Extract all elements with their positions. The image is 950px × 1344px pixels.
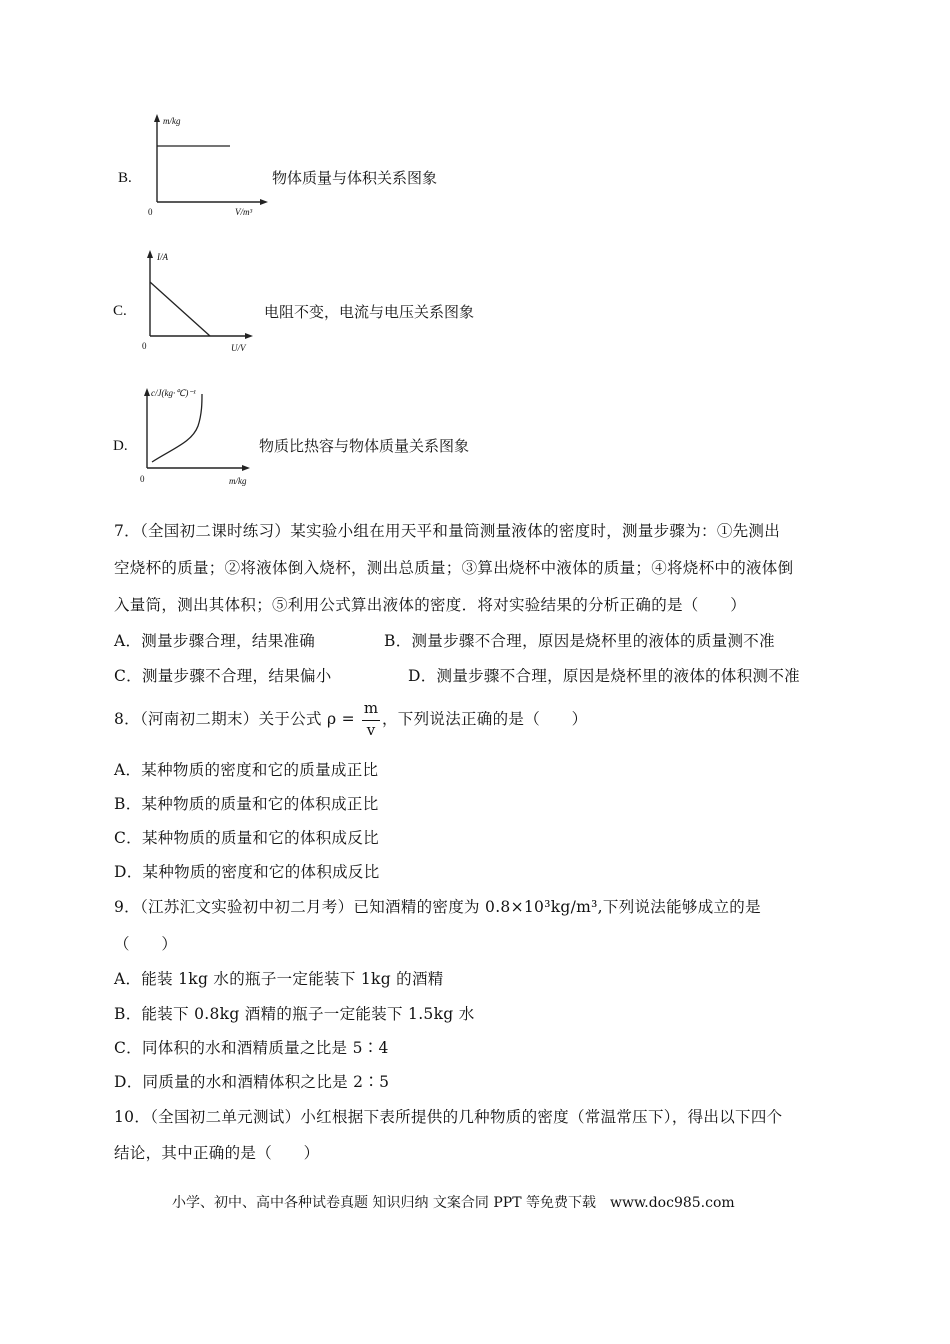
graph-c-caption: 电阻不变，电流与电压关系图象: [264, 303, 475, 321]
graph-b-y-label: m/kg: [163, 116, 181, 126]
graph-d-origin: 0: [140, 474, 145, 484]
graph-d-option-letter: D.: [113, 438, 128, 454]
q8-stem-after: ，下列说法正确的是（ ）: [382, 710, 588, 728]
q9-option-a: A．能装 1kg 水的瓶子一定能装下 1kg 的酒精: [114, 970, 444, 988]
graph-b-caption: 物体质量与体积关系图象: [272, 169, 438, 187]
graph-d-axes: [134, 386, 274, 476]
graph-d-y-label: c/J(kg·℃)⁻¹: [151, 388, 196, 398]
graph-c-origin: 0: [142, 341, 147, 351]
graph-c-x-label: U/V: [231, 343, 246, 353]
q8-stem-before: 8．（河南初二期末）关于公式 ρ =: [114, 710, 355, 728]
q7-line-1: 7．（全国初二课时练习）某实验小组在用天平和量筒测量液体的密度时，测量步骤为：①先测出: [114, 522, 781, 540]
q8-fraction-numerator: m: [363, 699, 379, 717]
q7-line-3: 入量筒，测出其体积；⑤利用公式算出液体的密度．将对实验结果的分析正确的是（ ）: [114, 596, 747, 614]
q10-line-2: 结论，其中正确的是（ ）: [114, 1144, 320, 1162]
q7-option-c: C．测量步骤不合理，结果偏小: [114, 667, 332, 685]
q9-line-2: （ ）: [114, 935, 178, 953]
graph-b-option-letter: B.: [118, 170, 132, 186]
q8-fraction-denominator: v: [366, 721, 376, 739]
q8-option-d: D．某种物质的密度和它的体积成反比: [114, 863, 380, 881]
q10-line-1: 10．（全国初二单元测试）小红根据下表所提供的几种物质的密度（常温常压下），得出以下四个: [114, 1108, 783, 1126]
graph-b-axes: [140, 112, 280, 222]
q9-option-d: D．同质量的水和酒精体积之比是 2∶5: [114, 1073, 390, 1091]
graph-d-x-label: m/kg: [229, 476, 247, 486]
q8-option-b: B．某种物质的质量和它的体积成正比: [114, 795, 379, 813]
q9-option-c: C．同体积的水和酒精质量之比是 5∶4: [114, 1039, 389, 1057]
graph-b-x-label: V/m³: [235, 207, 253, 217]
q9-line-1: 9．（江苏汇文实验初中初二月考）已知酒精的密度为 0.8×10³kg/m³,下列说法能够成立的是: [114, 898, 761, 916]
graph-d-caption: 物质比热容与物体质量关系图象: [259, 437, 470, 455]
q7-option-b: B．测量步骤不合理，原因是烧杯里的液体的质量测不准: [384, 632, 775, 650]
q7-option-d: D．测量步骤不合理，原因是烧杯里的液体的体积测不准: [408, 667, 800, 685]
graph-c-y-label: I/A: [157, 252, 168, 262]
graph-c-axes: [135, 248, 275, 348]
q7-option-a: A．测量步骤合理，结果准确: [114, 632, 316, 650]
graph-b-origin: 0: [148, 207, 153, 217]
q8-option-c: C．某种物质的质量和它的体积成反比: [114, 829, 379, 847]
q7-line-2: 空烧杯的质量；②将液体倒入烧杯，测出总质量；③算出烧杯中液体的质量；④将烧杯中的液体倒: [114, 559, 794, 577]
q8-option-a: A．某种物质的密度和它的质量成正比: [114, 761, 379, 779]
page-footer: 小学、初中、高中各种试卷真题 知识归纳 文案合同 PPT 等免费下载 www.doc985.com: [172, 1195, 735, 1211]
graph-c-option-letter: C.: [113, 303, 127, 319]
q9-option-b: B．能装下 0.8kg 酒精的瓶子一定能装下 1.5kg 水: [114, 1005, 475, 1023]
